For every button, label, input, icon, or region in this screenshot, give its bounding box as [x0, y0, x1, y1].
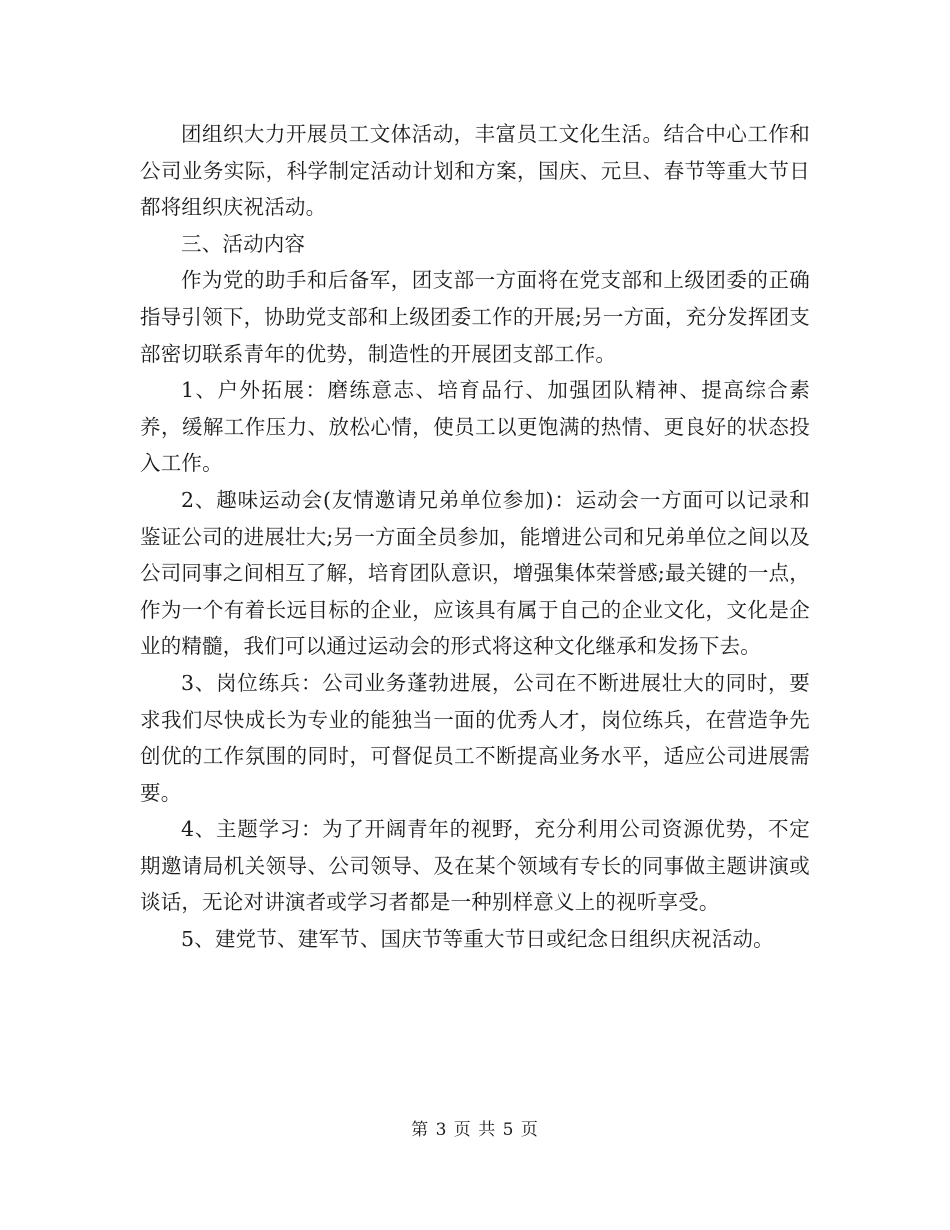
- document-body: [140, 116, 810, 958]
- paragraph-league-branch-role: 作为党的助手和后备军，团支部一方面将在党支部和上级团委的正确指导引领下，协助党支部和上级团委工作的开展;另一方面，充分发挥团支部密切联系青年的优势，制造性的开展团支部工作。: [140, 268, 810, 366]
- paragraph-holiday-celebrations: 5、建党节、建军节、国庆节等重大节日或纪念日组织庆祝活动。: [181, 927, 774, 952]
- paragraph-fun-sports-meet: 2、趣味运动会(友情邀请兄弟单位参加)：运动会一方面可以记录和鉴证公司的进展壮大;另一方面全员参加，能增进公司和兄弟单位之间以及公司同事之间相互了解，培育团队意识，增强集体荣誉感;最关键的一点，作为一个有着长远目标的企业，应该具有属于自己的企业文化，文化是企业的精髓，我们可以通过运动会的形式将这种文化继承和发扬下去。: [140, 487, 810, 659]
- paragraph-outdoor-training: 1、户外拓展：磨练意志、培育品行、加强团队精神、提高综合素养，缓解工作压力、放松心情，使员工以更饱满的热情、更良好的状态投入工作。: [140, 378, 810, 476]
- page-number-footer: 第 3 页 共 5 页: [411, 1120, 539, 1140]
- section-heading-activity-content: 三、活动内容: [181, 231, 306, 256]
- paragraph-job-training: 3、岗位练兵：公司业务蓬勃进展，公司在不断进展壮大的同时，要求我们尽快成长为专业的能独当一面的优秀人才，岗位练兵，在营造争先创优的工作氛围的同时，可督促员工不断提高业务水平，适应公司进展需要。: [140, 670, 810, 805]
- paragraph-theme-learning: 4、主题学习：为了开阔青年的视野，充分利用公司资源优势，不定期邀请局机关领导、公司领导、及在某个领域有专长的同事做主题讲演或谈话，无论对讲演者或学习者都是一种别样意义上的视听享受。: [140, 817, 810, 915]
- paragraph-culture-activities: 团组织大力开展员工文体活动，丰富员工文化生活。结合中心工作和公司业务实际，科学制定活动计划和方案，国庆、元旦、春节等重大节日都将组织庆祝活动。: [140, 122, 810, 220]
